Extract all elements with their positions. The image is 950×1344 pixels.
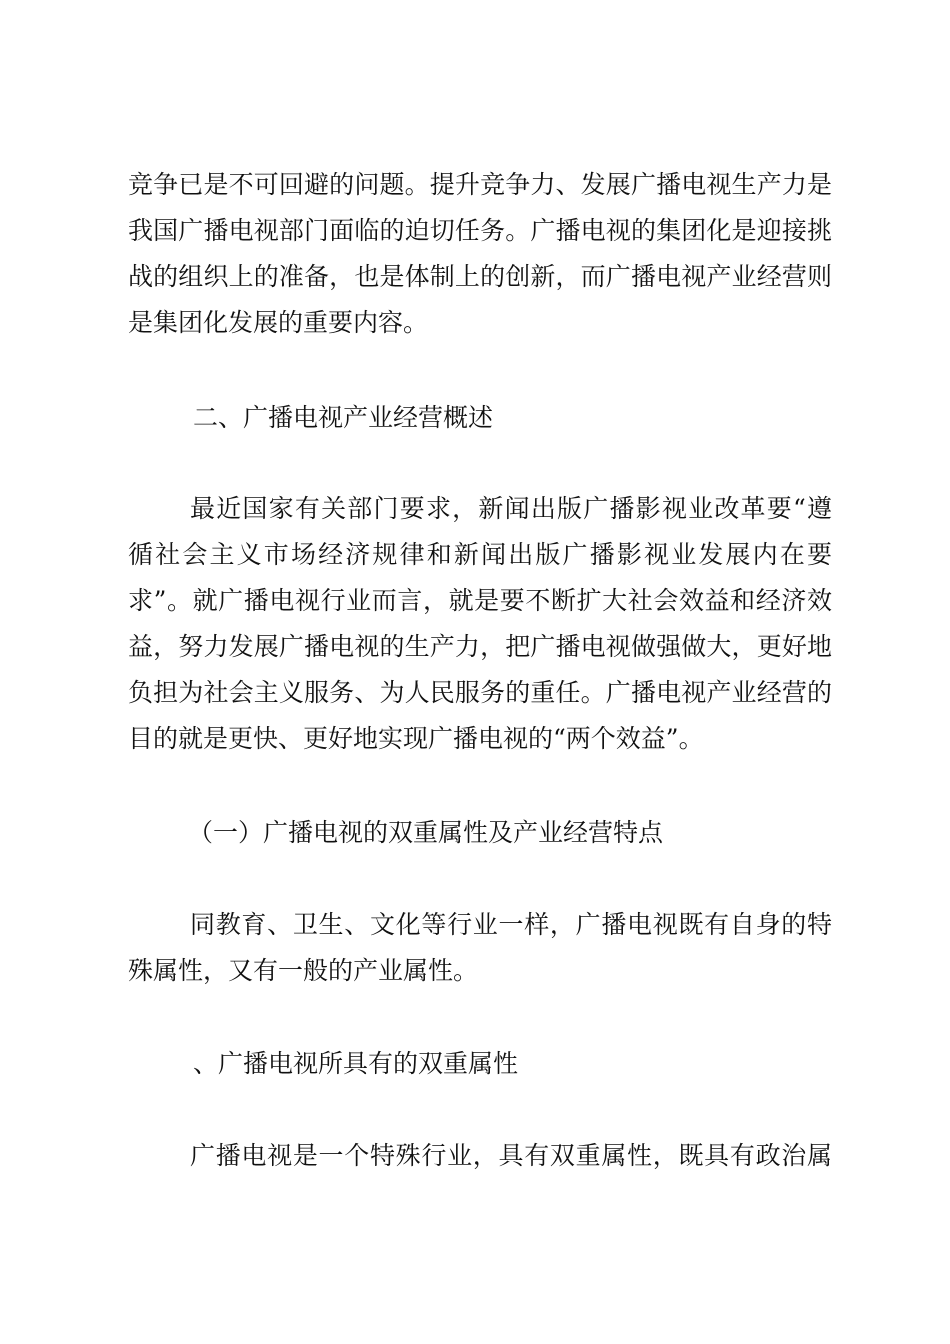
- paragraph-2-line-1: 最近国家有关部门要求，新闻出版广播影视业改革要“遵: [190, 494, 832, 523]
- paragraph-2-line-3: 求”。就广播电视行业而言，就是要不断扩大社会效益和经济效: [128, 586, 832, 615]
- paragraph-2-line-4: 益，努力发展广播电视的生产力，把广播电视做强做大，更好地: [128, 632, 832, 661]
- paragraph-4-line-1: 广播电视是一个特殊行业，具有双重属性，既具有政治属: [190, 1141, 832, 1170]
- paragraph-1-line-2: 我国广播电视部门面临的迫切任务。广播电视的集团化是迎接挑: [128, 216, 832, 245]
- paragraph-3-line-2: 殊属性，又有一般的产业属性。: [128, 956, 479, 985]
- paragraph-1-line-3: 战的组织上的准备，也是体制上的创新，而广播电视产业经营则: [128, 262, 832, 291]
- subsection-heading-2: 、广播电视所具有的双重属性: [193, 1049, 519, 1078]
- paragraph-1-line-4: 是集团化发展的重要内容。: [128, 308, 429, 337]
- paragraph-2-line-6: 目的就是更快、更好地实现广播电视的“两个效益”。: [128, 724, 704, 753]
- paragraph-2-line-5: 负担为社会主义服务、为人民服务的重任。广播电视产业经营的: [128, 678, 832, 707]
- paragraph-1-line-1: 竞争已是不可回避的问题。提升竞争力、发展广播电视生产力是: [128, 170, 832, 199]
- paragraph-2-line-2: 循社会主义市场经济规律和新闻出版广播影视业发展内在要: [128, 540, 832, 569]
- section-heading-2: 二、广播电视产业经营概述: [193, 403, 494, 432]
- subsection-heading-1: （一）广播电视的双重属性及产业经营特点: [188, 818, 664, 847]
- paragraph-3-line-1: 同教育、卫生、文化等行业一样，广播电视既有自身的特: [190, 910, 832, 939]
